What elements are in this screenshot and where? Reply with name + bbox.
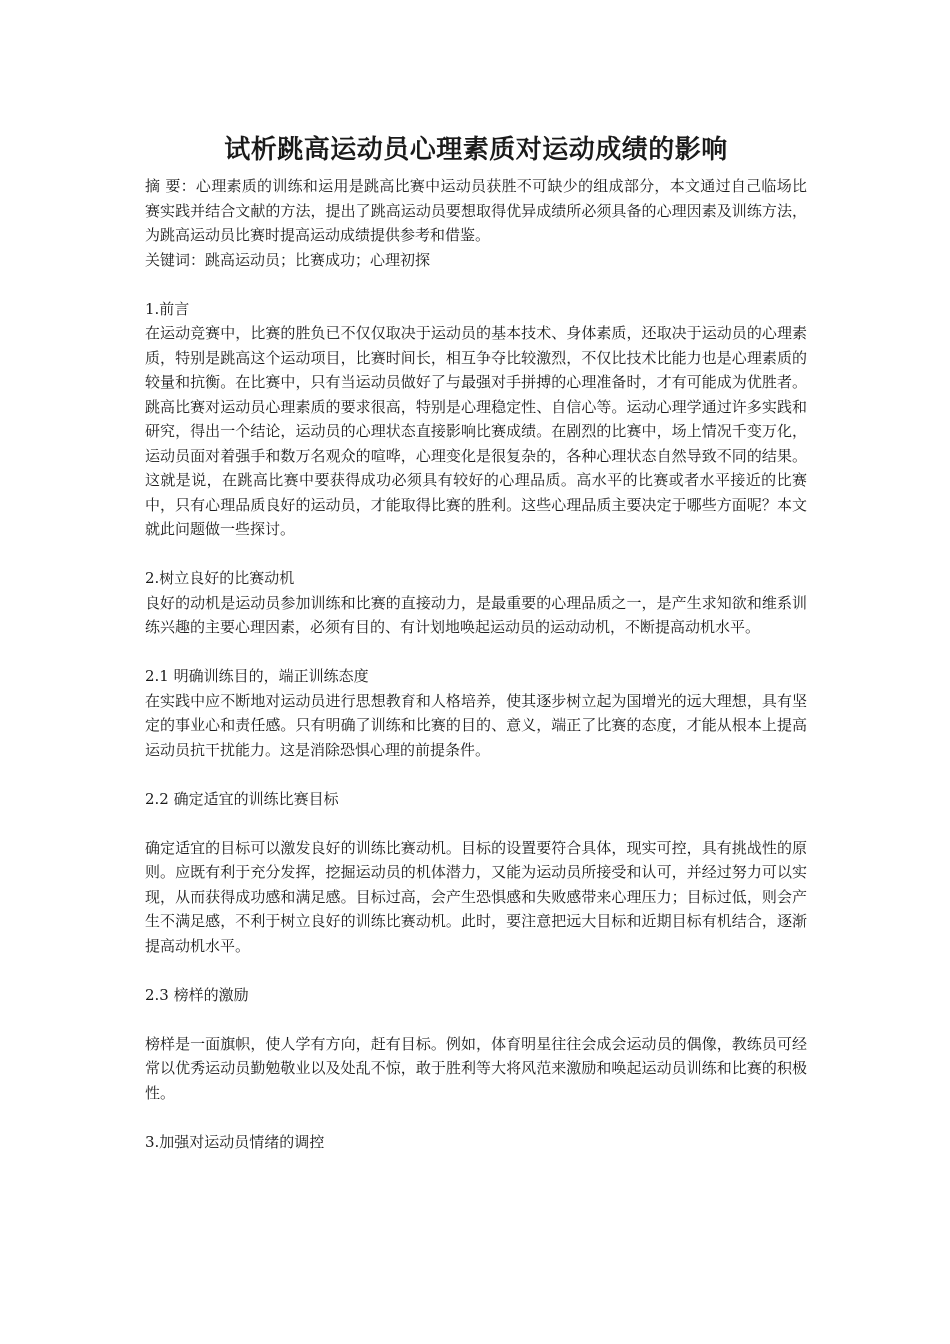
- spacer: [145, 272, 807, 297]
- section-heading-2-3: 2.3 榜样的激励: [145, 985, 249, 1004]
- section-heading-2-1: 2.1 明确训练目的，端正训练态度: [145, 667, 369, 685]
- spacer: [145, 542, 807, 567]
- section-heading-2-2: 2.2 确定适宜的训练比赛目标: [145, 789, 339, 808]
- section-heading-intro: 1.前言: [145, 299, 190, 318]
- section-body-intro: 在运动竞赛中，比赛的胜负已不仅仅取决于运动员的基本技术、身体素质，还取决于运动员的心理素质，特别是跳高这个运动项目，比赛时间长，相互争夺比较激烈，不仅比技术比能力也是心理素质的较量和抗衡。在比赛中，只有当运动员做好了与最强对手拼搏的心理准备时，才有可能成为优胜者。跳高比赛对运动员心理素质的要求很高，特别是心理稳定性、自信心等。运动心理学通过许多实践和研究，得出一个结论，运动员的心理状态直接影响比赛成绩。在剧烈的比赛中，场上情况千变万化，运动员面对着强手和数万名观众的喧哗，心理变化是很复杂的，各种心理状态自然导致不同的结果。这就是说，在跳高比赛中要获得成功必须具有较好的心理品质。高水平的比赛或者水平接近的比赛中，只有心理品质良好的运动员，才能取得比赛的胜利。这些心理品质主要决定于哪些方面呢？本文就此问题做一些探讨。: [145, 324, 807, 538]
- spacer: [145, 1007, 807, 1032]
- section-heading-motivation: 2.树立良好的比赛动机: [145, 569, 295, 587]
- spacer: [145, 762, 807, 787]
- section-body-2-2: 确定适宜的目标可以激发良好的训练比赛动机。目标的设置要符合具体，现实可控，具有挑战性的原则。应既有利于充分发挥，挖掘运动员的机体潜力，又能为运动员所接受和认可，并经过努力可以实现，从而获得成功感和满足感。目标过高，会产生恐惧感和失败感带来心理压力；目标过低，则会产生不满足感，不利于树立良好的训练比赛动机。此时，要注意把远大目标和近期目标有机结合，逐渐提高动机水平。: [145, 838, 807, 955]
- spacer: [145, 811, 807, 836]
- section-body-2-3: 榜样是一面旗帜，使人学有方向，赶有目标。例如，体育明星往往会成会运动员的偶像，教练员可经常以优秀运动员勤勉敬业以及处乱不惊，敢于胜利等大将风范来激励和唤起运动员训练和比赛的积极性。: [145, 1034, 807, 1102]
- document-page: [145, 130, 807, 1154]
- abstract: 摘 要：心理素质的训练和运用是跳高比赛中运动员获胜不可缺少的组成部分，本文通过自己临场比赛实践并结合文献的方法，提出了跳高运动员要想取得优异成绩所必须具备的心理因素及训练方法，为跳高运动员比赛时提高运动成绩提供参考和借鉴。: [145, 177, 807, 244]
- section-body-motivation: 良好的动机是运动员参加训练和比赛的直接动力，是最重要的心理品质之一，是产生求知欲和维系训练兴趣的主要心理因素，必须有目的、有计划地唤起运动员的运动动机，不断提高动机水平。: [145, 593, 807, 636]
- spacer: [145, 1105, 807, 1130]
- document-title: 试析跳高运动员心理素质对运动成绩的影响: [224, 135, 728, 165]
- section-body-2-1: 在实践中应不断地对运动员进行思想教育和人格培养，使其逐步树立起为国增光的远大理想，具有坚定的事业心和责任感。只有明确了训练和比赛的目的、意义，端正了比赛的态度，才能从根本上提高运动员抗干扰能力。这是消除恐惧心理的前提条件。: [145, 691, 807, 759]
- section-heading-emotion: 3.加强对运动员情绪的调控: [145, 1132, 325, 1151]
- spacer: [145, 958, 807, 983]
- spacer: [145, 640, 807, 665]
- keywords: 关键词：跳高运动员；比赛成功；心理初探: [145, 250, 431, 269]
